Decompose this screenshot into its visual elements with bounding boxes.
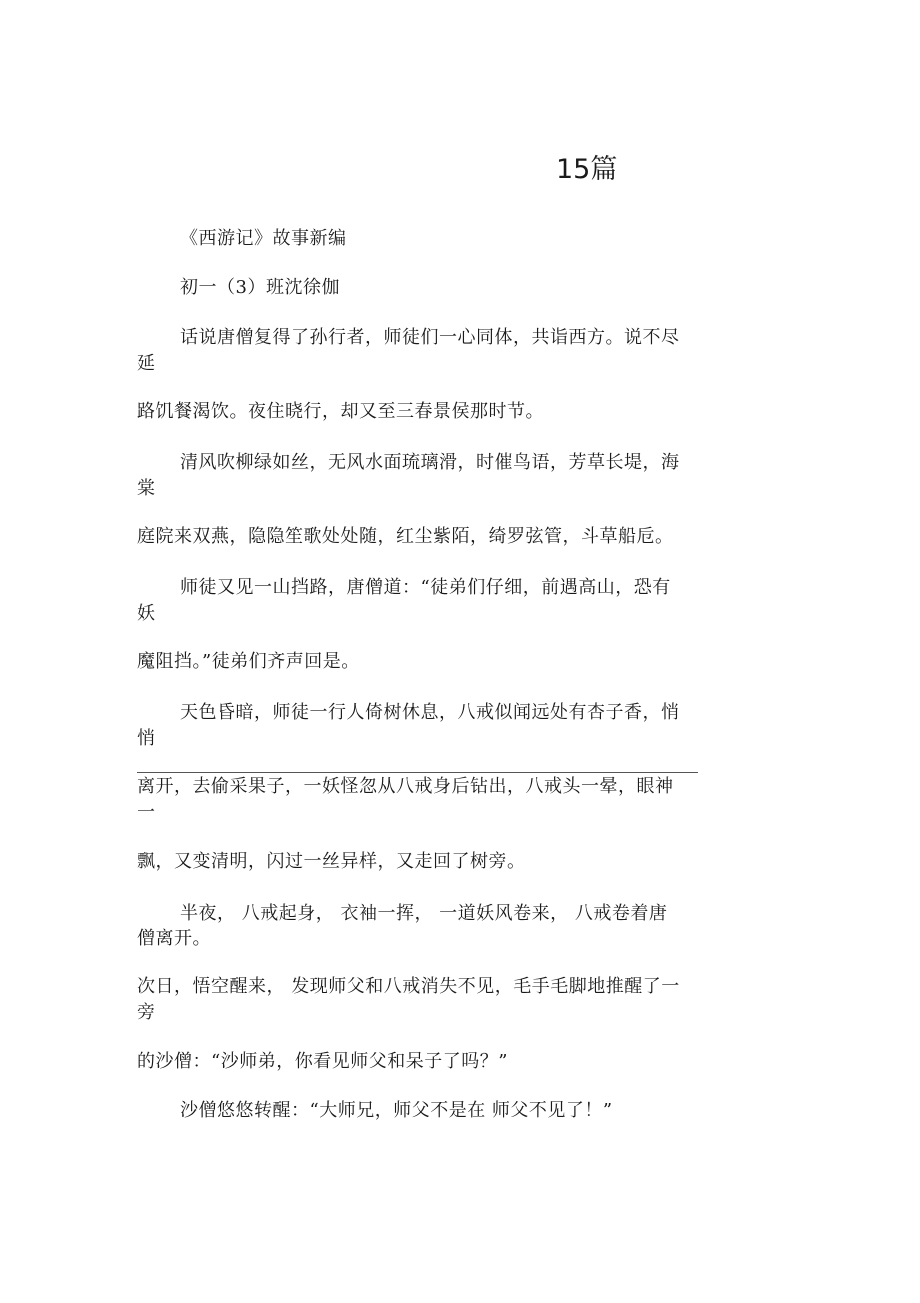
text-line: 悄 xyxy=(137,728,156,749)
text-line: 沙僧悠悠转醒：“大师兄，师父不是在 师父不见了！” xyxy=(180,1100,613,1121)
text-line: 妖 xyxy=(137,603,156,624)
text-line: 魔阻挡。”徒弟们齐声回是。 xyxy=(137,651,360,672)
text-line: 旁 xyxy=(137,1002,156,1023)
text-line: 庭院来双燕，隐隐笙歌处处随，红尘紫陌，绮罗弦管，斗草船卮。 xyxy=(137,526,674,547)
text-line: 清风吹柳绿如丝，无风水面琉璃滑，时催鸟语，芳草长堤，海 xyxy=(180,452,680,473)
page-heading: 15篇 xyxy=(556,154,618,185)
text-line: 一 xyxy=(137,802,156,823)
text-line: 路饥餐渴饮。夜住晓行，却又至三春景侯那时节。 xyxy=(137,401,544,422)
text-line: 飘，又变清明，闪过一丝异样，又走回了树旁。 xyxy=(137,851,526,872)
text-line: 僧离开。 xyxy=(137,928,211,949)
text-line: 离开，去偷采果子，一妖怪忽从八戒身后钻出，八戒头一晕，眼神 xyxy=(137,776,674,797)
text-line: 的沙僧：“沙师弟，你看见师父和呆子了吗？” xyxy=(137,1051,508,1072)
text-line: 话说唐僧复得了孙行者，师徒们一心同体，共诣西方。说不尽 xyxy=(180,327,680,348)
text-line: 天色昏暗，师徒一行人倚树休息，八戒似闻远处有杏子香，悄 xyxy=(180,702,680,723)
text-line: 延 xyxy=(137,353,156,374)
story-title: 《西游记》故事新编 xyxy=(180,228,347,249)
text-line: 师徒又见一山挡路，唐僧道：“徒弟们仔细，前遇高山，恐有 xyxy=(180,577,671,598)
horizontal-rule xyxy=(137,772,698,773)
author-line: 初一（3）班沈徐伽 xyxy=(180,277,340,298)
text-line: 次日，悟空醒来， 发现师父和八戒消失不见，毛手毛脚地推醒了一 xyxy=(137,976,680,997)
text-line: 棠 xyxy=(137,478,156,499)
text-line: 半夜， 八戒起身， 衣袖一挥， 一道妖风卷来， 八戒卷着唐 xyxy=(180,903,668,924)
